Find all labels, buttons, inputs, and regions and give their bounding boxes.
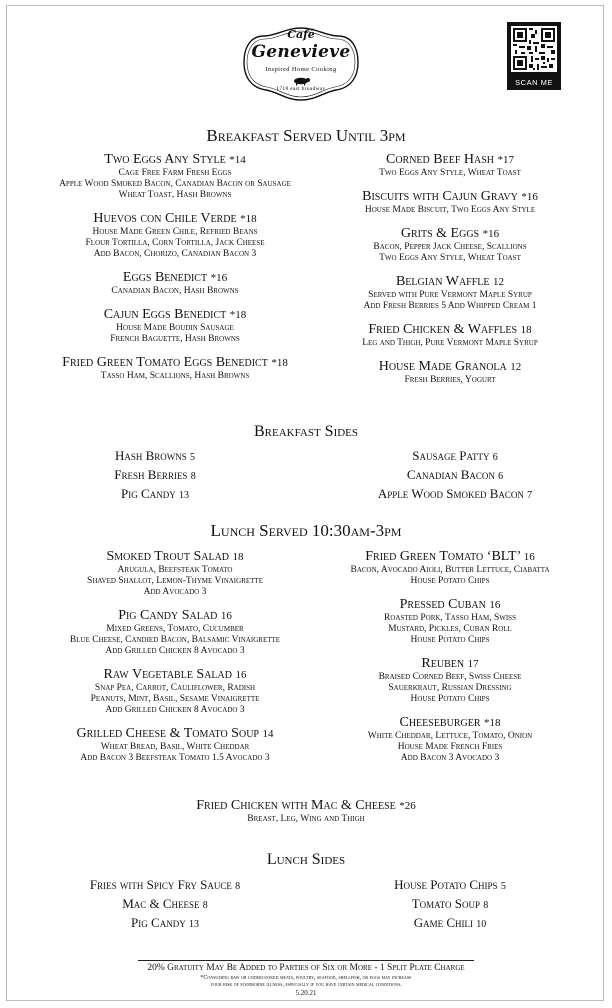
menu-item-description: French Baguette, Hash Browns [110, 334, 240, 344]
menu-item-description: Flour Tortilla, Corn Tortilla, Jack Cheese [85, 238, 265, 248]
menu-item [40, 726, 310, 764]
lunch-center-item [0, 798, 612, 835]
menu-item-name: Grits & Eggs [400, 226, 480, 241]
menu-item-description: Add Avocado 3 [143, 587, 207, 597]
breakfast-right-column [330, 152, 570, 396]
menu-item-name: Pressed Cuban [399, 597, 486, 612]
menu-item-title [330, 549, 570, 565]
menu-item-price: 12 [510, 361, 522, 373]
warning-line-1: *Consuming raw or undercooked meats, poultry, seafood, shellfish, or eggs may increase [200, 975, 412, 981]
menu-item-price: 16 [220, 610, 232, 622]
menu-item-description: White Cheddar, Lettuce, Tomato, Onion [367, 731, 533, 741]
footer-rule [138, 960, 474, 961]
menu-item-description: Sauerkraut, Russian Dressing [388, 683, 512, 693]
side-item-name: Sausage Patty [412, 448, 490, 463]
menu-item-description: Apple Wood Smoked Bacon, Canadian Bacon or Sausage [59, 179, 291, 189]
menu-date: 5.20.21 [295, 989, 317, 997]
menu-item-name: Smoked Trout Salad [106, 549, 230, 564]
menu-item [40, 307, 310, 345]
menu-item-name: Fried Green Tomato ‘BLT’ [365, 549, 521, 564]
menu-item-title [330, 656, 570, 672]
menu-item [330, 597, 570, 646]
menu-item [330, 226, 570, 264]
side-item-price: 5 [190, 452, 196, 463]
menu-item-description: Served with Pure Vermont Maple Syrup [368, 290, 532, 300]
menu-item [330, 189, 570, 216]
menu-item-name: Two Eggs Any Style [104, 152, 226, 167]
side-item [340, 466, 570, 485]
menu-item-name: Fried Chicken & Waffles [368, 322, 518, 337]
menu-item-title [330, 274, 570, 290]
menu-item-title [330, 597, 570, 613]
lunch-sides-left [60, 876, 270, 933]
side-item-name: Canadian Bacon [406, 467, 495, 482]
menu-item [330, 359, 570, 386]
pig-icon [294, 78, 310, 86]
menu-item-price: *17 [497, 154, 514, 166]
menu-item-description: House Potato Chips [410, 576, 490, 586]
side-item-name: House Potato Chips [394, 877, 498, 892]
menu-item-title [0, 798, 612, 814]
menu-item-price: 16 [235, 669, 247, 681]
menu-item-title [40, 270, 310, 286]
side-item [80, 466, 230, 485]
side-item [60, 876, 270, 895]
side-item [60, 895, 270, 914]
menu-item-name: Pig Candy Salad [118, 608, 218, 623]
warning-line-2: your risk of foodborne illness, especially if you have certain medical conditions. [210, 982, 402, 988]
menu-item-price: 16 [523, 551, 535, 563]
side-item-name: Fries with Spicy Fry Sauce [89, 877, 232, 892]
cafe-logo [242, 26, 360, 102]
menu-item [330, 152, 570, 179]
menu-item-description: Add Grilled Chicken 8 Avocado 3 [105, 705, 245, 715]
menu-item-price: *16 [210, 272, 228, 284]
side-item [80, 447, 230, 466]
menu-item-price: *18 [240, 213, 257, 225]
menu-item-price: 18 [520, 324, 532, 336]
menu-item-description: Add Bacon 3 Beefsteak Tomato 1.5 Avocado 3 [80, 753, 270, 763]
menu-item-title [40, 355, 310, 371]
menu-item-name: Raw Vegetable Salad [103, 667, 232, 682]
menu-item [0, 798, 612, 825]
menu-item-description: Arugula, Beefsteak Tomato [117, 565, 233, 575]
breakfast-sides-left [80, 447, 230, 504]
lunch-heading: Lunch Served 10:30am-3pm [210, 521, 402, 540]
menu-item-description: House Potato Chips [410, 635, 490, 645]
menu-item-description: Add Fresh Berries 5 Add Whipped Cream 1 [363, 301, 537, 311]
menu-item-description: Peanuts, Mint, Basil, Sesame Vinaigrette [90, 694, 260, 704]
menu-item-description: Add Grilled Chicken 8 Avocado 3 [105, 646, 245, 656]
menu-item-name: Cajun Eggs Benedict [103, 307, 227, 322]
menu-item-name: Fried Chicken with Mac & Cheese [196, 798, 396, 813]
menu-item-title [330, 152, 570, 168]
menu-item-price: 14 [262, 728, 274, 740]
menu-item-price: *16 [482, 228, 500, 240]
lunch-sides-right [350, 876, 550, 933]
side-item-name: Pig Candy [131, 915, 186, 930]
menu-item-price: 16 [489, 599, 501, 611]
side-item [350, 876, 550, 895]
side-item-price: 13 [188, 919, 199, 930]
side-item-price: 8 [235, 881, 241, 892]
menu-item [330, 549, 570, 587]
menu-item [330, 656, 570, 705]
side-item-price: 8 [190, 471, 196, 482]
menu-item-title [330, 322, 570, 338]
menu-item-description: Shaved Shallot, Lemon-Thyme Vinaigrette [87, 576, 263, 586]
side-item-name: Pig Candy [121, 486, 176, 501]
menu-item-title [330, 715, 570, 731]
side-item-price: 13 [178, 490, 189, 501]
menu-item-description: House Made Boudin Sausage [116, 323, 234, 333]
menu-item [330, 322, 570, 349]
menu-item-description: Mustard, Pickles, Cuban Roll [388, 624, 512, 634]
side-item-name: Mac & Cheese [122, 896, 200, 911]
menu-item-description: House Made Biscuit, Two Eggs Any Style [364, 205, 536, 215]
menu-item-description: Add Bacon 3 Avocado 3 [400, 753, 500, 763]
logo-street: 1718 east broadway [276, 86, 326, 92]
menu-item [40, 667, 310, 716]
menu-item-title [330, 226, 570, 242]
menu-item-title [40, 211, 310, 227]
side-item-price: 5 [500, 881, 506, 892]
menu-item-description: Wheat Bread, Basil, White Cheddar [100, 742, 250, 752]
side-item [340, 485, 570, 504]
menu-item-title [330, 359, 570, 375]
breakfast-sides-right [340, 447, 570, 504]
menu-item-description: Two Eggs Any Style, Wheat Toast [379, 253, 521, 263]
menu-item-description: Braised Corned Beef, Swiss Cheese [378, 672, 522, 682]
menu-item-price: *16 [521, 191, 538, 203]
gratuity-note: 20% Gratuity May Be Added to Parties of Six or More - 1 Split Plate Charge [147, 963, 465, 973]
menu-item-title [40, 608, 310, 624]
menu-item-description: Leg and Thigh, Pure Vermont Maple Syrup [362, 338, 538, 348]
scan-me-label: SCAN ME [507, 76, 561, 90]
menu-item-description: Cage Free Farm Fresh Eggs [118, 168, 232, 178]
menu-item-name: House Made Granola [378, 359, 507, 374]
menu-item-description: Two Eggs Any Style, Wheat Toast [379, 168, 521, 178]
menu-item-price: *18 [271, 357, 288, 369]
menu-item-description: House Potato Chips [410, 694, 490, 704]
menu-item [40, 549, 310, 598]
logo-cafe: Café [287, 28, 315, 41]
menu-item-price: 17 [467, 658, 479, 670]
side-item [350, 914, 550, 933]
menu-item-description: Breast, Leg, Wing and Thigh [247, 814, 365, 824]
side-item-name: Game Chili [413, 915, 474, 930]
menu-item-description: House Made Green Chile, Refried Beans [92, 227, 258, 237]
side-item [60, 914, 270, 933]
side-item [80, 485, 230, 504]
menu-item [40, 608, 310, 657]
menu-item-price: *26 [399, 800, 416, 812]
menu-item-title [40, 549, 310, 565]
menu-item-price: 18 [232, 551, 244, 563]
menu-item [40, 270, 310, 297]
side-item-price: 8 [483, 900, 489, 911]
logo-tagline: Inspired Home Cooking [265, 66, 337, 73]
menu-item-title [40, 667, 310, 683]
side-item-price: 8 [202, 900, 208, 911]
menu-item-name: Cheeseburger [399, 715, 481, 730]
menu-item-price: *18 [484, 717, 501, 729]
menu-item-name: Huevos con Chile Verde [93, 211, 237, 226]
menu-item-name: Fried Green Tomato Eggs Benedict [62, 355, 268, 370]
menu-item [330, 274, 570, 312]
side-item [350, 895, 550, 914]
side-item-price: 6 [498, 471, 504, 482]
menu-item-name: Biscuits with Cajun Gravy [362, 189, 518, 204]
menu-item-description: Fresh Berries, Yogurt [404, 375, 496, 385]
menu-item-name: Reuben [421, 656, 465, 671]
menu-item-name: Eggs Benedict [122, 270, 208, 285]
menu-item-price: *14 [229, 154, 246, 166]
breakfast-left-column [40, 152, 310, 392]
side-item-price: 7 [527, 490, 533, 501]
menu-item-title [40, 152, 310, 168]
menu-item-description: Tasso Ham, Scallions, Hash Browns [100, 371, 250, 381]
lunch-sides-heading: Lunch Sides [266, 851, 346, 868]
side-item-name: Tomato Soup [411, 896, 480, 911]
qr-code[interactable] [507, 22, 561, 76]
lunch-left-column [40, 549, 310, 774]
menu-item [330, 715, 570, 764]
breakfast-heading: Breakfast Served Until 3pm [206, 126, 406, 145]
menu-item-description: Canadian Bacon, Hash Browns [111, 286, 239, 296]
menu-item [40, 211, 310, 260]
menu-item-description: Wheat Toast, Hash Browns [118, 190, 232, 200]
side-item-price: 6 [492, 452, 498, 463]
menu-item [40, 355, 310, 382]
side-item-price: 10 [476, 919, 487, 930]
menu-item-price: *18 [229, 309, 247, 321]
side-item-name: Apple Wood Smoked Bacon [377, 486, 524, 501]
menu-item-price: 12 [493, 276, 505, 288]
lunch-right-column [330, 549, 570, 774]
menu-item-name: Grilled Cheese & Tomato Soup [76, 726, 259, 741]
menu-item-description: Add Bacon, Chorizo, Canadian Bacon 3 [93, 249, 257, 259]
menu-item-title [330, 189, 570, 205]
menu-item-title [40, 726, 310, 742]
menu-item-description: Snap Pea, Carrot, Cauliflower, Radish [94, 683, 256, 693]
menu-item-description: Mixed Greens, Tomato, Cucumber [106, 624, 244, 634]
menu-item-title [40, 307, 310, 323]
side-item [340, 447, 570, 466]
menu-item-description: Blue Cheese, Candied Bacon, Balsamic Vinaigrette [69, 635, 281, 645]
menu-item [40, 152, 310, 201]
side-item-name: Hash Browns [114, 448, 187, 463]
logo-name: Genevieve [251, 42, 351, 62]
breakfast-sides-heading: Breakfast Sides [253, 423, 359, 440]
consumer-warning [0, 975, 612, 989]
menu-item-name: Belgian Waffle [395, 274, 490, 289]
menu-item-description: House Made French Fries [397, 742, 503, 752]
menu-item-description: Roasted Pork, Tasso Ham, Swiss [384, 613, 516, 623]
menu-item-description: Bacon, Avocado Aioli, Butter Lettuce, Ciabatta [350, 565, 550, 575]
side-item-name: Fresh Berries [114, 467, 188, 482]
menu-item-description: Bacon, Pepper Jack Cheese, Scallions [373, 242, 527, 252]
menu-item-name: Corned Beef Hash [385, 152, 494, 167]
